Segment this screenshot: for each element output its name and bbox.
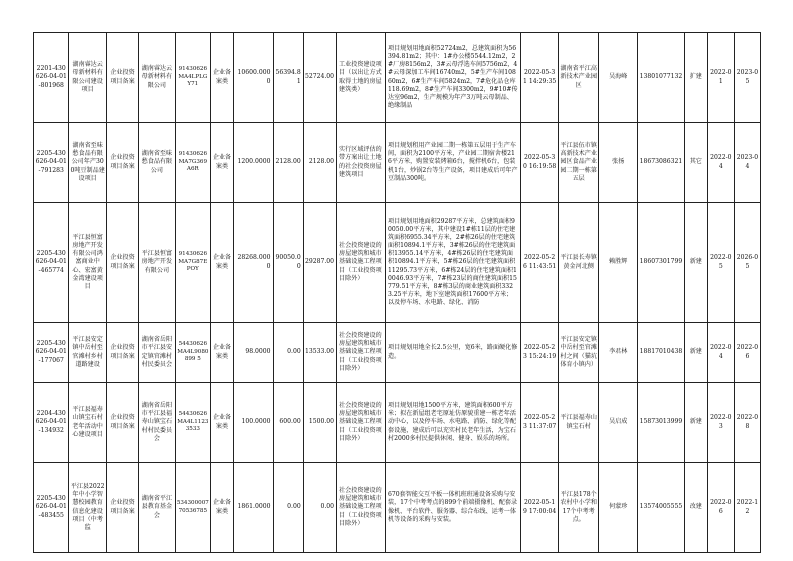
unit-type-cell: 企业备案类 [211, 383, 234, 463]
building-area-cell: 56394.81 [273, 33, 303, 123]
construction-nature-cell: 其它 [684, 123, 707, 203]
building-area-cell: 90050.00 [273, 203, 303, 323]
phone-cell: 15873013999 [638, 383, 685, 463]
project-category-cell: 工业投资建设项目（以出让方式取得土地的房屋建筑类） [337, 33, 386, 123]
table-row [34, 33, 761, 123]
unit-name-cell: 湖南省岳阳市平江县安定镇官滩村村民委员会 [139, 323, 175, 383]
project-name-cell: 平江县安定镇中岳村至官滩村乡村道路建设 [69, 323, 106, 383]
credit-code-cell: 534300007 70536785 [175, 463, 210, 553]
project-category-cell: 社会投资建设的房屋建筑和城市基础设施工程项目（工业投资项目除外） [337, 463, 386, 553]
start-date-cell: 2022-05 [707, 203, 734, 323]
project-code-cell: 2205-430626-04-01-177067 [34, 323, 69, 383]
end-date-cell: 2022-08 [734, 383, 760, 463]
project-content-cell: 项目规划用地全长2.5公里，宽6米，路面硬化修造。 [385, 323, 520, 383]
phone-cell: 18817010438 [638, 323, 685, 383]
construction-nature-cell: 扩建 [684, 33, 707, 123]
project-category-cell: 社会投资建设的房屋建筑和城市基础设施工程项目（工业投资项目除外） [337, 203, 386, 323]
credit-code-cell: 54430626MA4L9080899 5 [175, 323, 210, 383]
start-date-cell: 2022-03 [707, 383, 734, 463]
table-row [34, 203, 761, 323]
filing-date-cell: 2022-05-30 16:19:58 [521, 123, 558, 203]
project-content-cell: 项目规划用地1500平方米，建筑面积600平方米；拟在新屋组老宅原址仿原貌重建一栋老年活动中心，以及停车场、水电路、消防、绿化等配套设施，建成后可以充实村民老年生活，为宝石村2000多村民提供休闲、健身、娱乐的场所。 [385, 383, 520, 463]
location-cell: 平江县长寿镇黄金河北侧 [558, 203, 599, 323]
credit-code-cell: 91430626MA4LPLGY71 [175, 33, 210, 123]
start-date-cell: 2022-01 [707, 33, 734, 123]
filing-type-cell: 企业投资项目备案 [106, 383, 138, 463]
land-area-cell: 52724.00 [303, 33, 336, 123]
building-area-cell: 600.00 [273, 383, 303, 463]
contact-person-cell: 吴海峰 [599, 33, 638, 123]
location-cell: 平江县178个农村中小学和17个中考考点。 [558, 463, 599, 553]
unit-name-cell: 湖南省至味愁食品有限公司 [139, 123, 175, 203]
end-date-cell: 2022-06 [734, 323, 760, 383]
table-row [34, 123, 761, 203]
unit-name-cell: 湖南省平江县教育基金会 [139, 463, 175, 553]
construction-nature-cell: 新建 [684, 323, 707, 383]
filing-date-cell: 2022-05-23 11:37:07 [521, 383, 558, 463]
unit-name-cell: 平江县恒富房地产开发有限公司 [139, 203, 175, 323]
project-name-cell: 平江县恒富房地产开发有限公司鸿富商业中心、宏富黄金湾建设项目 [69, 203, 106, 323]
location-cell: 湖南省平江高新技术产业园区 [558, 33, 599, 123]
total-investment-cell: 98.0000 [233, 323, 273, 383]
credit-code-cell: 91430626MA7G87EPOY [175, 203, 210, 323]
total-investment-cell: 28268.0000 [233, 203, 273, 323]
total-investment-cell: 1861.0000 [233, 463, 273, 553]
construction-nature-cell: 新建 [684, 383, 707, 463]
project-code-cell: 2205-430626-04-01-483455 [34, 463, 69, 553]
credit-code-cell: 54430626MA4L11233533 [175, 383, 210, 463]
project-code-cell: 2205-430626-04-01-465774 [34, 203, 69, 323]
filing-date-cell: 2022-05-26 11:43:51 [521, 203, 558, 323]
total-investment-cell: 10600.0000 [233, 33, 273, 123]
contact-person-cell: 何蒙珍 [599, 463, 638, 553]
project-category-cell: 社会投资建设的房屋建筑和城市基础设施工程项目（工业投资项目除外） [337, 383, 386, 463]
unit-type-cell: 企业备案类 [211, 33, 234, 123]
unit-name-cell: 湖南省岳阳市平江县福寿山镇宝石村村民委员会 [139, 383, 175, 463]
unit-type-cell: 企业备案类 [211, 123, 234, 203]
contact-person-cell: 赖胜辉 [599, 203, 638, 323]
phone-cell: 13801077132 [638, 33, 685, 123]
unit-type-cell: 企业备案类 [211, 463, 234, 553]
start-date-cell: 2022-06 [707, 463, 734, 553]
contact-person-cell: 张扬 [599, 123, 638, 203]
land-area-cell: 0.00 [303, 463, 336, 553]
project-content-cell: 项目规划租用产业园二期一栋第五层用于生产车间，面积为2100平方米，产业园二期宿舍楼216平方米，购置安装烤箱6台，搅拌机6台，包装机1台，炒锅2台等生产设备，项目建成后可年产豆制品300吨。 [385, 123, 520, 203]
project-name-cell: 平江县福寿山镇宝石村老年活动中心建设项目 [69, 383, 106, 463]
unit-type-cell: 企业备案类 [211, 323, 234, 383]
table-body [34, 33, 761, 553]
land-area-cell: 13533.00 [303, 323, 336, 383]
project-code-cell: 2201-430626-04-01-801968 [34, 33, 69, 123]
project-name-cell: 平江县2022年中小学智慧校园教育信息化建设项目（中考监 [69, 463, 106, 553]
table-row [34, 383, 761, 463]
unit-type-cell: 企业备案类 [211, 203, 234, 323]
filing-date-cell: 2022-05-23 15:24:19 [521, 323, 558, 383]
project-code-cell: 2204-430626-04-01-134932 [34, 383, 69, 463]
location-cell: 平江县安定镇中岳村至官滩村之间（猫坑体育小镇内） [558, 323, 599, 383]
project-table [33, 32, 761, 553]
location-cell: 平江县伍市镇高新技术产业园区食品产业园二期一栋第五层 [558, 123, 599, 203]
table-row [34, 323, 761, 383]
end-date-cell: 2023-05 [734, 33, 760, 123]
total-investment-cell: 1200.0000 [233, 123, 273, 203]
table-row [34, 463, 761, 553]
start-date-cell: 2022-04 [707, 323, 734, 383]
end-date-cell: 2023-04 [734, 123, 760, 203]
filing-type-cell: 企业投资项目备案 [106, 463, 138, 553]
filing-type-cell: 企业投资项目备案 [106, 203, 138, 323]
project-category-cell: 实行区域评估的带方案出让土地的社会投资房屋建筑项目 [337, 123, 386, 203]
land-area-cell: 1500.00 [303, 383, 336, 463]
building-area-cell: 2128.00 [273, 123, 303, 203]
filing-date-cell: 2022-05-19 17:00:04 [521, 463, 558, 553]
unit-name-cell: 湖南睿达云母新材料有限公司 [139, 33, 175, 123]
project-category-cell: 社会投资建设的房屋建筑和城市基础设施工程项目（工业投资项目除外） [337, 323, 386, 383]
project-name-cell: 湖南省至味愁食品有限公司年产300吨豆制品建设项目 [69, 123, 106, 203]
start-date-cell: 2022-04 [707, 123, 734, 203]
project-content-cell: 项目规划用地面积29287平方米，总建筑面积90050.00平方米，其中建设1#栋11层的住宅建筑面积6955.34平方米，2#栋26层的住宅建筑面积10894.1平方米，3#栋26层的住宅建筑面积13955.14平方米，4#栋26层的住宅建筑面积10894.1平方米，5#栋26层的住宅建筑面积11295.73平方米，6#栋24层的住宅建筑面积10046.93平方米，7#栋23层的商住建筑面积15779.51平方米，8#栋3层的商业建筑面积3323.25平方米，地下室建筑面积17600平方米；以及停车场、水电路、绿化、消防 [385, 203, 520, 323]
building-area-cell: 0.00 [273, 463, 303, 553]
contact-person-cell: 吴启成 [599, 383, 638, 463]
construction-nature-cell: 新建 [684, 203, 707, 323]
building-area-cell: 0.00 [273, 323, 303, 383]
project-content-cell: 670套智能交互平板一体机班班通设备采购与安装，17个中考考点的899个前端摄像机、配套录像机、平台软件、服务器、综合布线、运考一体机等设备的采购与安装。 [385, 463, 520, 553]
land-area-cell: 29287.00 [303, 203, 336, 323]
project-code-cell: 2205-430626-04-01-791283 [34, 123, 69, 203]
credit-code-cell: 91430626MA7G369A6R [175, 123, 210, 203]
phone-cell: 18673086321 [638, 123, 685, 203]
end-date-cell: 2026-05 [734, 203, 760, 323]
project-content-cell: 项目规划用地面积52724m2，总建筑面积为56394.81m2；其中：1#办公楼5544.12m2，2#厂房8156m2，3#云母浮选车间5756m2，4#云母深加工车间16740m2，5#生产车间10860m2，6#生产车间5824m2，7#危化品仓库118.69m2，8#生产车间3300m2，9#10#传达室96m2，生产规模为年产3万吨云母制品、绝缘制品 [385, 33, 520, 123]
phone-cell: 18607301799 [638, 203, 685, 323]
land-area-cell: 2128.00 [303, 123, 336, 203]
project-name-cell: 湖南睿达云母新材料有限公司建设项目 [69, 33, 106, 123]
construction-nature-cell: 改建 [684, 463, 707, 553]
filing-type-cell: 企业投资项目备案 [106, 323, 138, 383]
phone-cell: 13574005555 [638, 463, 685, 553]
end-date-cell: 2022-12 [734, 463, 760, 553]
contact-person-cell: 李君林 [599, 323, 638, 383]
filing-type-cell: 企业投资项目备案 [106, 123, 138, 203]
location-cell: 平江县福寿山镇宝石村 [558, 383, 599, 463]
filing-date-cell: 2022-05-31 14:29:35 [521, 33, 558, 123]
filing-type-cell: 企业投资项目备案 [106, 33, 138, 123]
total-investment-cell: 100.0000 [233, 383, 273, 463]
